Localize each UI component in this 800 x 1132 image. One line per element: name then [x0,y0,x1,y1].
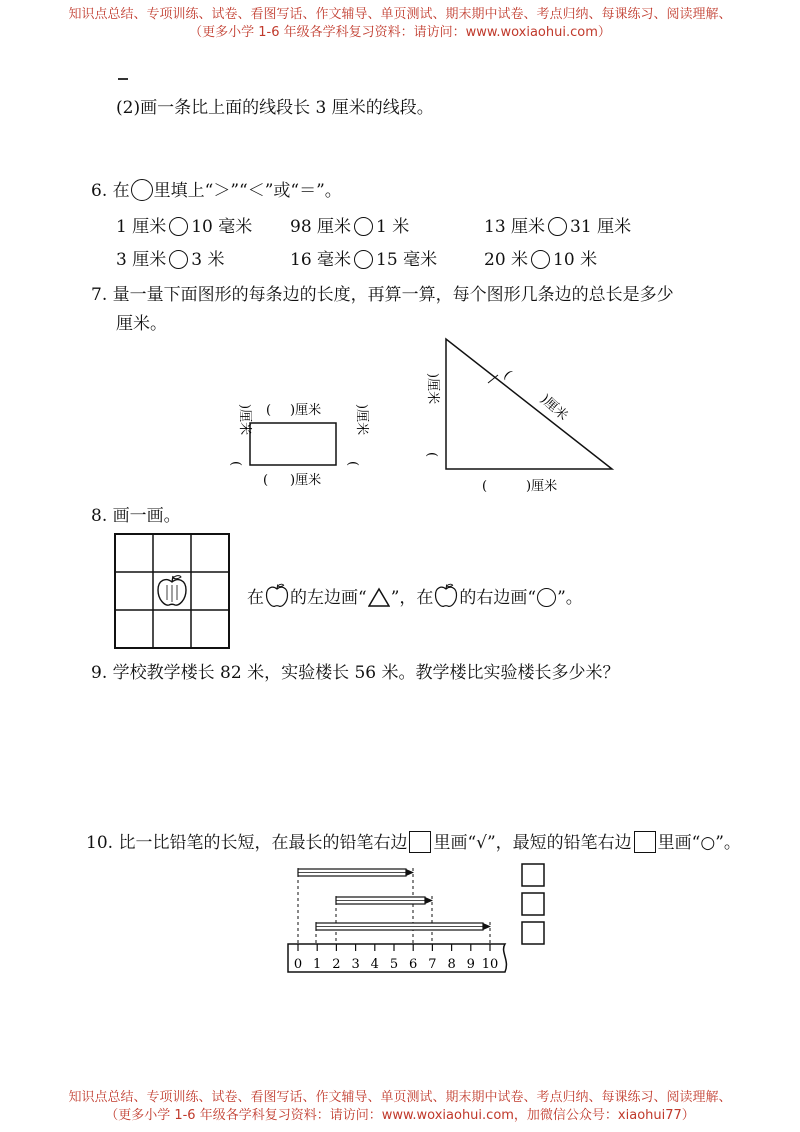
header-line-2: （更多小学 1-6 年级各学科复习资料：请访问：www.woxiaohui.com） [189,25,611,40]
ruler-tick-label: 2 [332,957,341,972]
rect-left-close: )厘米 [237,404,252,436]
tri-hyp-close: )厘米 [537,391,571,424]
q10-number: 10. [86,833,114,853]
answer-box-pencil-2[interactable] [522,893,544,915]
q6-item-2-right: 1 米 [376,217,410,237]
pencil-2 [336,897,433,904]
q10-t1: 比一比铅笔的长短，在最长的铅笔右边 [118,833,408,853]
rect-right-open: ( [345,461,360,467]
q9-text: 学校教学楼长 82 米，实验楼长 56 米。教学楼比实验楼长多少米？ [112,663,620,683]
ruler-tick-label: 8 [447,957,456,972]
footer-line-2: （更多小学 1-6 年级各学科复习资料：请访问：www.woxiaohui.com，加微信公众号：xiaohui77） [105,1108,695,1123]
q10-t3: 里画“○”。 [657,833,741,853]
q8-t3: ”，在 [390,588,434,608]
q8-t5: ”。 [557,588,583,608]
ruler-tick-label: 6 [409,957,418,972]
ruler-tick-label: 5 [389,957,399,972]
tri-bottom-close: )厘米 [526,479,558,494]
tri-left-close: )厘米 [425,373,440,405]
q8-title: 画一画。 [112,506,181,526]
q10-t2: 里画“√”，最短的铅笔右边 [433,833,632,853]
q7-line2: 厘米。 [116,314,167,334]
ruler [288,944,506,972]
rect-left-open: ( [228,461,243,467]
q6-number: 6. [91,181,108,201]
q6-item-4-left: 3 厘米 [116,250,167,270]
rect-right-close: )厘米 [354,404,369,436]
footer-line-1: 知识点总结、专项训练、试卷、看图写话、作文辅导、单页测试、期末期中试卷、考点归纳、每课练习、阅读理解、 [68,1090,732,1105]
q6-item-1-right: 10 毫米 [191,217,253,237]
q8-number: 8. [91,506,108,526]
q6-item-6-left: 20 米 [484,250,529,270]
q6-item-4-right: 3 米 [191,250,225,270]
q6-item-3-left: 13 厘米 [484,217,546,237]
q8-t2: 的左边画“ [290,588,367,608]
ruler-tick-label: 3 [351,957,360,972]
q9-number: 9. [91,663,108,683]
rect-top-open: ( [266,403,272,418]
q6-post: 里填上“＞”“＜”或“＝”。 [153,181,342,201]
header-line-1: 知识点总结、专项训练、试卷、看图写话、作文辅导、单页测试、期末期中试卷、考点归纳、每课练习、阅读理解、 [68,7,732,22]
ruler-tick-label: 7 [428,957,437,972]
ruler-tick-label: 4 [370,957,379,972]
ruler-tick-label: 9 [466,957,475,972]
tri-left-open: ( [424,452,439,458]
ruler-tick-label: 0 [293,957,303,972]
q6-item-2-left: 98 厘米 [290,217,352,237]
pencil-1 [298,869,414,876]
q6-item-5-right: 15 毫米 [376,250,438,270]
ruler-tick-label: 10 [481,957,499,972]
q8-t4: 的右边画“ [459,588,537,608]
tri-hyp-open: ( [500,367,515,383]
answer-box-pencil-3[interactable] [522,922,544,944]
page-footer [0,1089,800,1125]
q6-item-5-left: 16 毫米 [290,250,352,270]
rect-bottom-close: )厘米 [290,473,322,488]
q5-part2: (2)画一条比上面的线段长 3 厘米的线段。 [116,98,434,118]
ruler-tick-label: 1 [313,957,322,972]
answer-box-pencil-1[interactable] [522,864,544,886]
rect-bottom-open: ( [263,473,269,488]
tri-bottom-open: ( [482,479,488,494]
q6-item-6-right: 10 米 [553,250,598,270]
q8-t1: 在 [247,588,264,608]
q6-pre: 在 [112,181,130,201]
q7-line1: 量一量下面图形的每条边的长度，再算一算，每个图形几条边的总长是多少 [112,285,674,305]
q7-number: 7. [91,285,108,305]
rect-top-close: )厘米 [290,403,322,418]
pencil-3 [316,923,491,930]
q6-item-3-right: 31 厘米 [570,217,632,237]
q6-item-1-left: 1 厘米 [116,217,167,237]
